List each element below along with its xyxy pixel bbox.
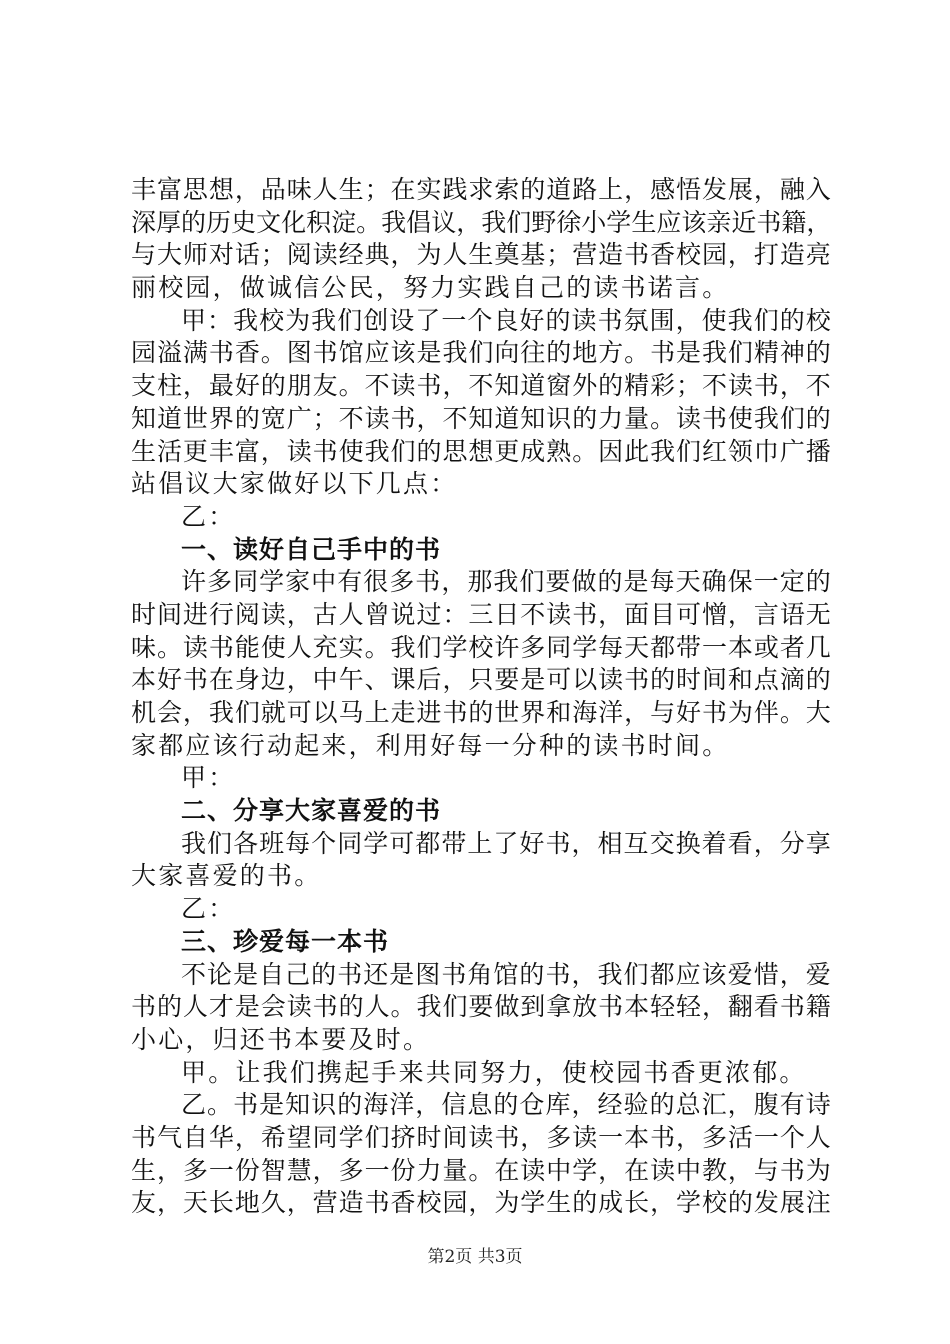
paragraph-line: 机 会 ， 我 们 就 可 以 马 上 走 进 书 的 世 界 和 海 洋 ， 与 好 书 为 伴 。 大	[131, 698, 831, 727]
paragraph-line: 甲 ： 我 校 为 我 们 创 设 了 一 个 良 好 的 读 书 氛 围 ， 使 我 们 的 校	[181, 305, 831, 335]
paragraph-line: 我 们 各 班 每 个 同 学 可 都 带 上 了 好 书 ， 相 互 交 换 着 看 ， 分 享	[181, 828, 831, 858]
paragraph-line: 丽校园，做诚信公民，努力实践自己的读书诺言。	[131, 273, 730, 303]
paragraph-line: 乙：	[181, 501, 236, 531]
section-heading: 二、分享大家喜爱的书	[181, 796, 442, 826]
paragraph-line: 园 溢 满 书 香 。 图 书 馆 应 该 是 我 们 向 往 的 地 方 。 书 是 我 们 精 神 的	[131, 338, 831, 368]
paragraph-line: 书 气 自 华 ， 希 望 同 学 们 挤 时 间 读 书 ， 多 读 一 本 书 ， 多 活 一 个 人	[131, 1122, 831, 1152]
paragraph-line: 时 间 进 行 阅 读 ， 古 人 曾 说 过 ： 三 日 不 读 书 ， 面 目 可 憎 ， 言 语 无	[131, 599, 831, 629]
paragraph-line: 甲。让我们携起手来共同努力，使校园书香更浓郁。	[181, 1057, 807, 1087]
paragraph-line: 知 道 世 界 的 宽 广 ； 不 读 书 ， 不 知 道 知 识 的 力 量 。 读 书 使 我 们 的	[131, 403, 831, 433]
paragraph-line: 站倡议大家做好以下几点：	[131, 469, 458, 499]
paragraph-line: 许 多 同 学 家 中 有 很 多 书 ， 那 我 们 要 做 的 是 每 天 确 保 一 定 的	[181, 567, 831, 597]
paragraph-line: 本 好 书 在 身 边 ， 中 午 、 课 后 ， 只 要 是 可 以 读 书 的 时 间 和 点 滴 的	[131, 665, 831, 695]
paragraph-line: 丰 富 思 想 ， 品 味 人 生 ； 在 实 践 求 索 的 道 路 上 ， 感 悟 发 展 ， 融 入	[131, 175, 831, 204]
paragraph-line: 生 活 更 丰 富 ， 读 书 使 我 们 的 思 想 更 成 熟 。 因 此 我 们 红 领 巾 广 播	[131, 436, 831, 466]
paragraph-line: 深 厚 的 历 史 文 化 积 淀 。 我 倡 议 ， 我 们 野 徐 小 学 生 应 该 亲 近 书 籍 ，	[131, 207, 832, 237]
paragraph-line: 生 ， 多 一 份 智 慧 ， 多 一 份 力 量 。 在 读 中 学 ， 在 读 中 教 ， 与 书 为	[131, 1155, 831, 1185]
paragraph-line: 与 大 师 对 话 ； 阅 读 经 典 ， 为 人 生 奠 基 ； 营 造 书 香 校 园 ， 打 造 亮	[131, 240, 831, 270]
paragraph-line: 友 ， 天 长 地 久 ， 营 造 书 香 校 园 ， 为 学 生 的 成 长 ， 学 校 的 发 展 注	[131, 1188, 831, 1218]
paragraph-line: 小心，归还书本要及时。	[131, 1024, 431, 1054]
paragraph-line: 支 柱 ， 最 好 的 朋 友 。 不 读 书 ， 不 知 道 窗 外 的 精 彩 ； 不 读 书 ， 不	[131, 371, 831, 401]
paragraph-line: 乙：	[181, 894, 236, 924]
paragraph-line: 不 论 是 自 己 的 书 还 是 图 书 角 馆 的 书 ， 我 们 都 应 该 爱 惜 ， 爱	[181, 959, 831, 989]
paragraph-line: 味 。 读 书 能 使 人 充 实 。 我 们 学 校 许 多 同 学 每 天 都 带 一 本 或 者 几	[131, 632, 831, 662]
paragraph-line: 书 的 人 才 是 会 读 书 的 人 。 我 们 要 做 到 拿 放 书 本 轻 轻 ， 翻 看 书 籍	[131, 992, 831, 1022]
paragraph-line: 大家喜爱的书。	[131, 861, 322, 891]
section-heading: 三、珍爱每一本书	[181, 926, 390, 956]
paragraph-line: 乙 。 书 是 知 识 的 海 洋 ， 信 息 的 仓 库 ， 经 验 的 总 汇 ， 腹 有 诗	[181, 1090, 831, 1120]
page-footer: 第2页 共3页	[427, 1247, 523, 1267]
section-heading: 一、读好自己手中的书	[181, 534, 442, 564]
paragraph-line: 甲：	[181, 763, 236, 793]
paragraph-line: 家都应该行动起来，利用好每一分种的读书时间。	[131, 730, 730, 760]
document-body	[131, 174, 831, 1220]
